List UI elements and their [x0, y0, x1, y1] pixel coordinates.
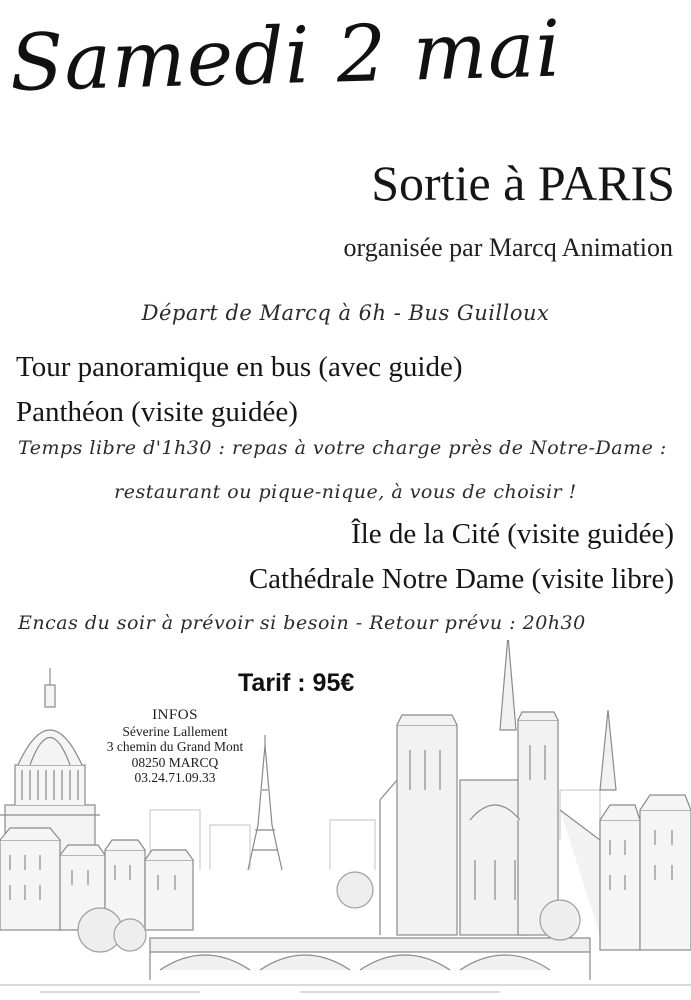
contact-name: Séverine Lallement: [122, 723, 228, 739]
program-item-bus-tour: Tour panoramique en bus (avec guide): [16, 351, 463, 383]
headline-date: Samedi 2 mai: [8, 4, 563, 109]
contact-address: 3 chemin du Grand Mont: [106, 739, 244, 754]
contact-phone: 03.24.71.09.33: [134, 770, 216, 785]
free-time-line-2: restaurant ou pique-nique, à vous de choisir !: [114, 481, 577, 503]
notre-dame-cathedral: [380, 640, 616, 935]
program-item-ile-de-la-cite: Île de la Cité (visite guidée): [351, 518, 674, 550]
evening-return-info: Encas du soir à prévoir si besoin - Retour prévu : 20h30: [18, 612, 586, 634]
departure-info: Départ de Marcq à 6h - Bus Guilloux: [141, 301, 550, 325]
program-item-notre-dame: Cathédrale Notre Dame (visite libre): [248, 563, 674, 595]
contact-city: 08250 MARCQ: [131, 754, 219, 770]
bridge: [150, 938, 590, 980]
program-item-pantheon: Panthéon (visite guidée): [16, 396, 298, 428]
contact-info: [80, 708, 270, 786]
free-time-line-1: Temps libre d'1h30 : repas à votre charge près de Notre-Dame :: [18, 437, 667, 459]
right-buildings: [600, 795, 691, 950]
infos-heading: INFOS: [152, 707, 198, 723]
organizer-subtitle: organisée par Marcq Animation: [343, 233, 673, 262]
price-label: Tarif : 95€: [238, 669, 355, 697]
page-title: Sortie à PARIS: [371, 155, 675, 211]
